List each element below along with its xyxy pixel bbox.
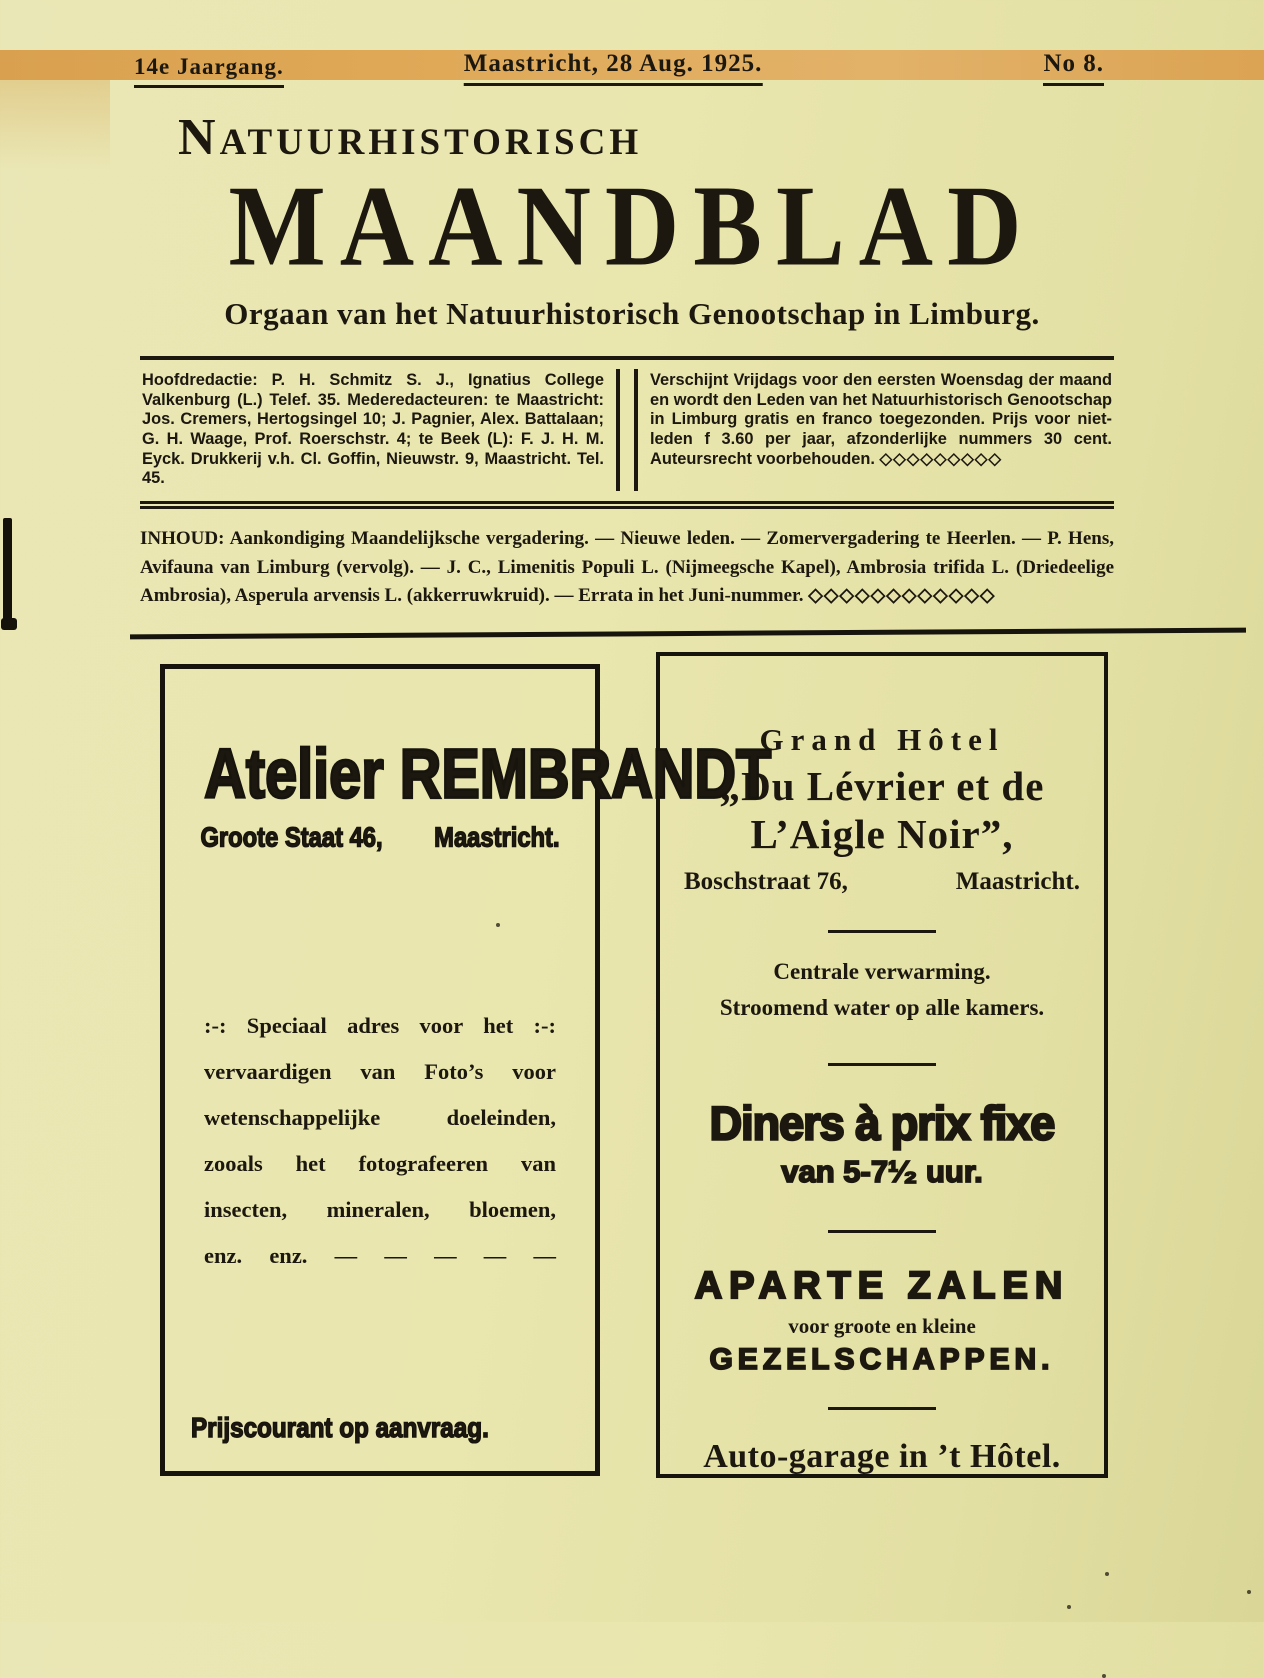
magazine-title-line1: NATUURHISTORISCH xyxy=(178,109,643,166)
zalen-headline: APARTE ZALEN xyxy=(694,1264,1070,1307)
inhoud-text: Aankondiging Maandelijksche vergadering. — Nieuwe leden. — Zomervergadering te Heerlen. — P. Hens, Avifauna van Limburg (vervolg). — J. C., Limenitis Populi L. (Nijmeegsche Kapel), Ambrosia trifida L. (Driedeelige Ambrosia), Asperula arvensis L. (akkerruwkruid). — Errata in het Juni-nummer. xyxy=(140,528,1114,607)
zalen-subline: voor groote en kleine xyxy=(788,1313,976,1338)
hotel-street: Boschstraat 76, xyxy=(684,867,848,895)
inhoud-label: INHOUD: xyxy=(140,528,230,550)
paper-speck xyxy=(1102,1674,1106,1678)
paper-edge-shade xyxy=(0,80,110,170)
hotel-name-line1: Grand Hôtel xyxy=(759,721,1005,757)
paper-speck xyxy=(1067,1605,1071,1609)
hotel-name-line3: L’Aigle Noir”, xyxy=(750,810,1014,857)
ad-left-body-line: vervaardigen van Foto’s voor xyxy=(204,1058,556,1084)
date-label: Maastricht, 28 Aug. 1925. xyxy=(464,50,763,86)
hotel-address-row xyxy=(678,868,1086,896)
mini-divider xyxy=(828,930,936,933)
mini-divider xyxy=(828,1407,936,1410)
magazine-title-wrap xyxy=(0,162,1264,291)
ad-left-body-line: zooals het fotografeeren van xyxy=(204,1151,556,1176)
diners-hours: van 5-7¹⁄₂ uur. xyxy=(781,1153,983,1189)
hotel-name-line2: „Du Lévrier et de xyxy=(719,762,1045,809)
editorial-columns xyxy=(140,360,1114,501)
ad-left-footer: Prijscourant op aanvraag. xyxy=(191,1412,489,1443)
paper-speck xyxy=(1247,1590,1251,1594)
editorial-info-box xyxy=(140,356,1114,509)
ad-left-body xyxy=(204,1003,556,1280)
table-of-contents xyxy=(140,525,1114,611)
publication-info-body: Verschijnt Vrijdags voor den eersten Woensdag der maand en wordt den Leden van het Natuurhistorisch Genootschap in Limburg gratis en franco toegezonden. Prijs voor niet-leden f 3.60 per jaar, afzonderlijke nummers 30 cent. Auteursrecht voorbehouden. xyxy=(650,371,1112,468)
section-divider-rule xyxy=(130,627,1246,639)
garage-line: Auto-garage in ’t Hôtel. xyxy=(703,1437,1061,1475)
zalen-mainline: GEZELSCHAPPEN. xyxy=(709,1342,1055,1376)
diamond-ornament: ◇◇◇◇◇◇◇◇◇◇◇◇ xyxy=(808,585,996,607)
ad-left-body-line: :-: Speciaal adres voor het :-: xyxy=(204,1012,556,1038)
hotel-feature-2: Stroomend water op alle kamers. xyxy=(719,994,1045,1020)
volume-label: 14e Jaargang. xyxy=(134,54,284,88)
ad-left-city: Maastricht. xyxy=(434,822,560,853)
advertisement-row xyxy=(160,664,1264,1478)
hotel-feature-1: Centrale verwarming. xyxy=(773,958,991,984)
mini-divider xyxy=(828,1230,936,1233)
issue-header-row xyxy=(130,50,1114,96)
ad-left-body-line: insecten, mineralen, bloemen, xyxy=(204,1197,556,1223)
magazine-subtitle: Orgaan van het Natuurhistorisch Genootschap in Limburg. xyxy=(224,296,1040,331)
magazine-title-main: MAANDBLAD xyxy=(228,162,1036,291)
hotel-city: Maastricht. xyxy=(955,867,1080,895)
paper-speck xyxy=(1105,1572,1109,1576)
binding-ink-mark xyxy=(3,518,12,624)
diners-headline: Diners à prix fixe xyxy=(709,1096,1055,1150)
ad-left-title: Atelier REMBRANDT xyxy=(204,735,772,813)
ad-left-body-line: wetenschappelijke doeleinden, xyxy=(204,1104,556,1130)
publication-info-text xyxy=(634,369,1114,491)
paper-speck xyxy=(496,923,500,927)
editorial-staff-text: Hoofdredactie: P. H. Schmitz S. J., Ignatius College Valkenburg (L.) Telef. 35. Mederedacteuren: te Maastricht: Jos. Cremers, Hertogsingel 10; J. Pagnier, Alex. Battalaan; G. H. Waage, Prof. Roerschstr. 4; te Beek (L): F. J. H. M. Eyck. Drukkerij v.h. Cl. Goffin, Nieuwstr. 9, Maastricht. Tel. 45. xyxy=(140,369,620,491)
issue-number-label: No 8. xyxy=(1043,50,1104,86)
mini-divider xyxy=(828,1063,936,1066)
diamond-ornament: ◇◇◇◇◇◇◇◇◇ xyxy=(879,449,1002,468)
ad-left-address-row xyxy=(200,822,559,854)
scanned-magazine-cover xyxy=(0,50,1264,1672)
ad-left-body-line: enz. enz. — — — — — xyxy=(204,1243,556,1269)
ad-left-street: Groote Staat 46, xyxy=(200,822,383,853)
